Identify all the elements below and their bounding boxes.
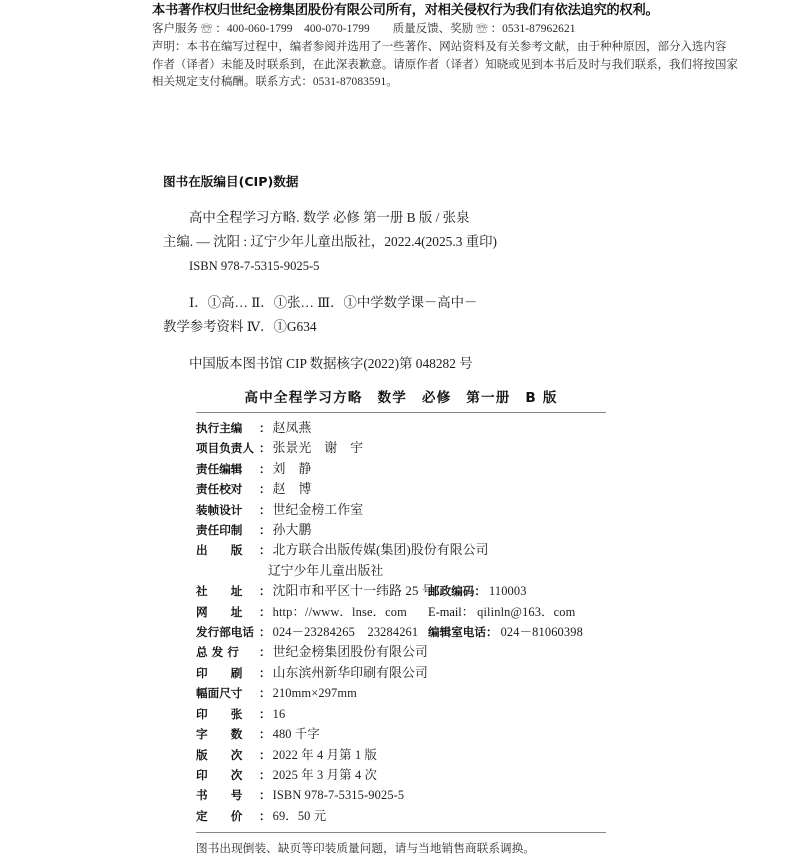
value-distributor: 世纪金榜集团股份有限公司 [272, 645, 428, 660]
value-proofreader: 赵 博 [272, 482, 312, 497]
colon: ： [259, 788, 271, 803]
label-sales-phone: 发行部电话 [196, 625, 254, 640]
value-impression: 2025 年 3 月第 4 次 [272, 767, 378, 782]
label-trim-size: 幅面尺寸 [196, 686, 243, 701]
row-project-lead [196, 438, 606, 458]
value-sheets: 16 [272, 706, 286, 721]
row-sheets [196, 704, 606, 724]
colon: ： [259, 808, 271, 823]
colon: ： [259, 665, 271, 680]
value-printer: 山东滨州新华印刷有限公司 [272, 665, 428, 680]
label-price: 定 价 [196, 808, 243, 823]
colophon-rows [196, 413, 606, 826]
cip-isbn-line: ISBN 978-7-5315-9025-5 [189, 259, 320, 273]
label-email: E-mail： [428, 604, 475, 619]
cip-classification-line-1: Ⅰ．①高… Ⅱ．①张… Ⅲ．①中学数学课－高中－ [189, 295, 478, 310]
colon: ： [259, 543, 271, 558]
colon: ： [259, 441, 271, 456]
colon: ： [259, 625, 271, 640]
row-cover-design [196, 500, 606, 520]
label-publisher: 出 版 [196, 543, 243, 558]
cip-title-line: 高中全程学习方略. 数学 必修 第一册 B 版 / 张泉 [189, 210, 470, 225]
colon: ： [259, 461, 271, 476]
label-word-count: 字 数 [196, 727, 243, 742]
value-website[interactable]: http：//www．lnse．com [272, 604, 407, 619]
copyright-notice-block [152, 2, 739, 92]
value-cover-design: 世纪金榜工作室 [272, 502, 364, 517]
cip-data-block [163, 172, 623, 376]
colon: ： [259, 767, 271, 782]
label-sheets: 印 张 [196, 706, 243, 721]
row-proofreader [196, 479, 606, 499]
label-printer: 印 刷 [196, 665, 243, 680]
colon: ： [259, 584, 271, 599]
cip-number-line: 中国版本图书馆 CIP 数据核字(2022)第 048282 号 [189, 356, 473, 371]
value-address: 沈阳市和平区十一纬路 25 号 [272, 584, 435, 599]
value-book-number: ISBN 978-7-5315-9025-5 [272, 788, 405, 803]
row-responsible-editor [196, 459, 606, 479]
value-print-supervisor: 孙大鹏 [272, 523, 312, 538]
cip-classification-line-2: 教学参考资料 Ⅳ．①G634 [163, 319, 317, 334]
cip-editor-line: 主编. — 沈阳 : 辽宁少年儿童出版社，2022.4(2025.3 重印) [163, 234, 498, 249]
label-impression: 印 次 [196, 767, 243, 782]
colon: ： [259, 686, 271, 701]
value-executive-editor: 赵凤燕 [272, 421, 312, 435]
row-price [196, 806, 606, 826]
colophon-block [196, 388, 606, 858]
row-sales-phone [196, 622, 606, 642]
row-address [196, 581, 606, 601]
row-publisher [196, 540, 606, 560]
label-book-number: 书 号 [196, 788, 243, 803]
row-book-number [196, 785, 606, 805]
label-responsible-editor: 责任编辑 [196, 461, 243, 476]
copyright-headline: 本书著作权归世纪金榜集团股份有限公司所有，对相关侵权行为我们有依法追究的权利。 [152, 3, 659, 18]
value-editorial-phone: 024－81060398 [500, 625, 583, 640]
value-responsible-editor: 刘 静 [272, 461, 312, 476]
value-edition: 2022 年 4 月第 1 版 [272, 747, 378, 762]
colon: ： [259, 706, 271, 721]
row-trim-size [196, 683, 606, 703]
label-editorial-phone: 编辑室电话： [428, 625, 498, 640]
label-print-supervisor: 责任印制 [196, 523, 243, 538]
label-postal-code: 邮政编码： [428, 584, 486, 599]
value-price: 69．50 元 [272, 808, 327, 823]
label-distributor: 总 发 行 [196, 645, 239, 660]
row-printer [196, 663, 606, 683]
label-cover-design: 装帧设计 [196, 502, 243, 517]
row-distributor [196, 642, 606, 662]
legal-statement-line-2: 作者（译者）未能及时联系到，在此深表歉意。请原作者（译者）知晓或见到本书后及时与我们联系，我们将按国家 [152, 58, 739, 71]
value-sales-phone: 024－23284265 23284261 [272, 625, 419, 640]
label-address: 社 址 [196, 584, 243, 599]
value-trim-size: 210mm×297mm [272, 686, 357, 701]
row-word-count [196, 724, 606, 744]
editorial-phone-pair [428, 622, 583, 642]
customer-service-line: 客户服务 ☏ ：400-060-1799 400-070-1799 质量反馈、奖励 ☏ ：0531-87962621 [152, 23, 576, 35]
colon: ： [259, 604, 271, 619]
colon: ： [259, 523, 271, 538]
legal-statement [152, 39, 739, 91]
label-project-lead: 项目负责人 [196, 441, 254, 456]
row-impression [196, 765, 606, 785]
label-proofreader: 责任校对 [196, 482, 243, 497]
cip-entry [163, 206, 623, 278]
value-email[interactable]: qilinln@163．com [477, 604, 576, 619]
value-postal-code: 110003 [488, 584, 527, 599]
label-executive-editor: 执行主编 [196, 421, 243, 435]
colon: ： [259, 727, 271, 742]
colon: ： [259, 645, 271, 660]
row-edition [196, 745, 606, 765]
cip-heading: 图书在版编目(CIP)数据 [163, 174, 299, 189]
legal-statement-line-1: 声明：本书在编写过程中，编者参阅并选用了一些著作、网站资料及有关参考文献，由于种种原因，部分入选内容 [152, 41, 727, 54]
cip-registry [163, 352, 623, 376]
value-project-lead: 张景光 谢 宇 [272, 441, 364, 456]
legal-statement-line-3: 相关规定支付稿酬。联系方式：0531-87083591。 [152, 76, 398, 89]
row-print-supervisor [196, 520, 606, 540]
row-executive-editor [196, 418, 606, 438]
row-website [196, 602, 606, 622]
email-pair [428, 602, 575, 622]
value-word-count: 480 千字 [272, 727, 320, 742]
colon: ： [259, 747, 271, 762]
publisher-continuation: 辽宁少年儿童出版社 [268, 563, 384, 578]
colon: ： [259, 421, 271, 435]
postal-code-pair [428, 581, 527, 601]
label-website: 网 址 [196, 604, 243, 619]
colon: ： [259, 482, 271, 497]
quality-guarantee-note: 图书出现倒装、缺页等印装质量问题，请与当地销售商联系调换。 [196, 842, 536, 856]
colon: ： [259, 502, 271, 517]
colophon-title: 高中全程学习方略 数学 必修 第一册 B 版 [244, 390, 558, 406]
cip-classification [163, 291, 623, 339]
value-publisher: 北方联合出版传媒(集团)股份有限公司 [272, 543, 489, 558]
label-edition: 版 次 [196, 747, 243, 762]
